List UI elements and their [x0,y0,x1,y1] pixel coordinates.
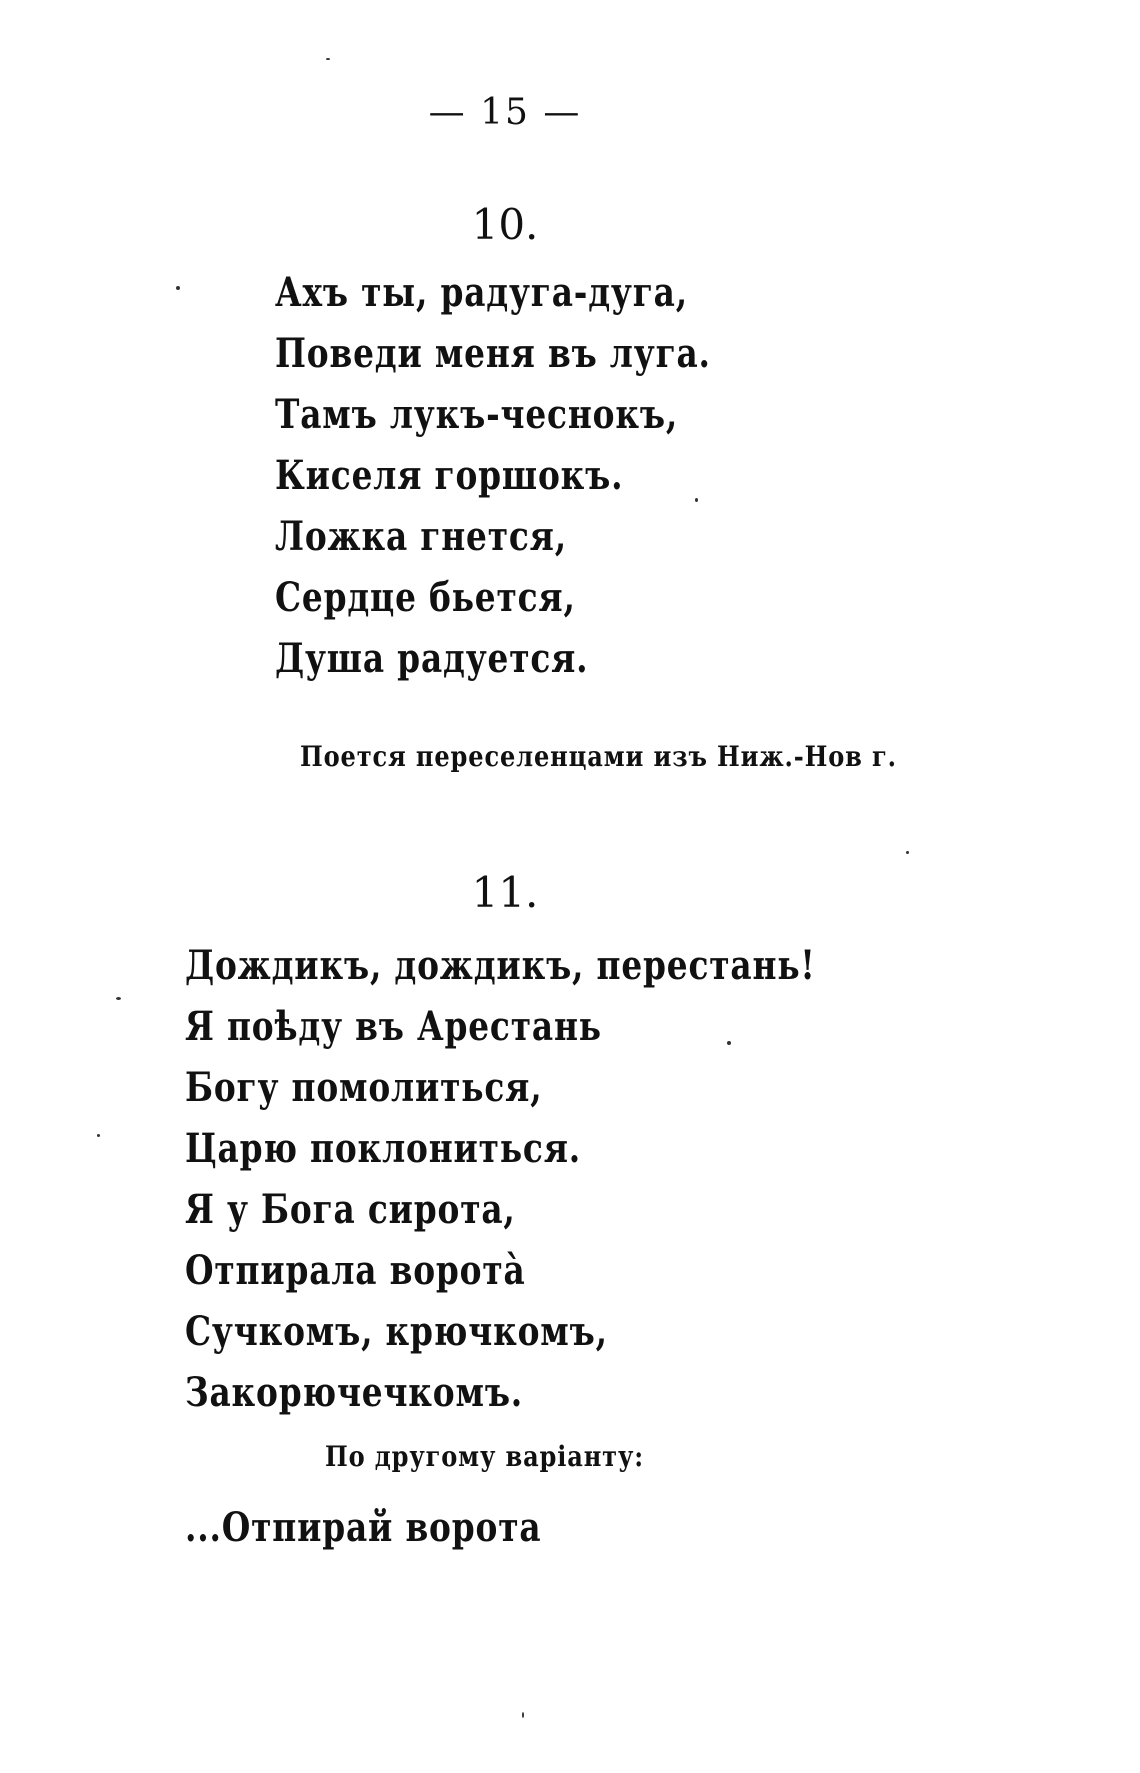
poem-number-11: 11. [471,868,539,917]
scan-speck [326,58,330,60]
verse-line: Богу помолиться, [185,1064,543,1111]
scan-speck [695,498,698,502]
scan-speck [176,286,180,290]
page-number: — 15 — [428,92,582,133]
verse-line: Царю поклониться. [185,1125,581,1172]
scan-speck [727,1041,731,1045]
poem-11-variant-verse [185,1497,620,1558]
verse-line: Дождикъ, дождикъ, перестань! [185,942,816,989]
verse-line: Закорючечкомъ. [185,1369,524,1416]
poem-10-verse [275,262,806,689]
verse-line: Сердце бьется, [275,574,576,621]
poem-number-10: 10. [471,200,539,249]
poem-11-verse [185,935,954,1423]
scan-speck [906,851,909,854]
verse-line: ...Отпирай ворота [185,1504,542,1551]
verse-line: Я поѣду въ Арестань [185,1003,602,1050]
verse-line: Ложка гнется, [275,513,567,560]
poem-11-variant-note: По другому варіанту: [325,1440,644,1473]
poem-10-note: Поется переселенцами изъ Ниж.-Нов г. [300,740,897,773]
verse-line: Я у Бога сирота, [185,1186,516,1233]
scan-speck [97,1134,100,1137]
scan-speck [522,1712,524,1718]
verse-line: Ахъ ты, радуга-дуга, [275,269,688,316]
scan-speck [116,997,121,1000]
verse-line: Поведи меня въ луга. [275,330,711,377]
verse-line: Отпирала ворота̀ [185,1247,526,1294]
verse-line: Киселя горшокъ. [275,452,624,499]
verse-line: Сучкомъ, крючкомъ, [185,1308,608,1355]
verse-line: Душа радуется. [275,635,589,682]
verse-line: Тамъ лукъ-чеснокъ, [275,391,679,438]
